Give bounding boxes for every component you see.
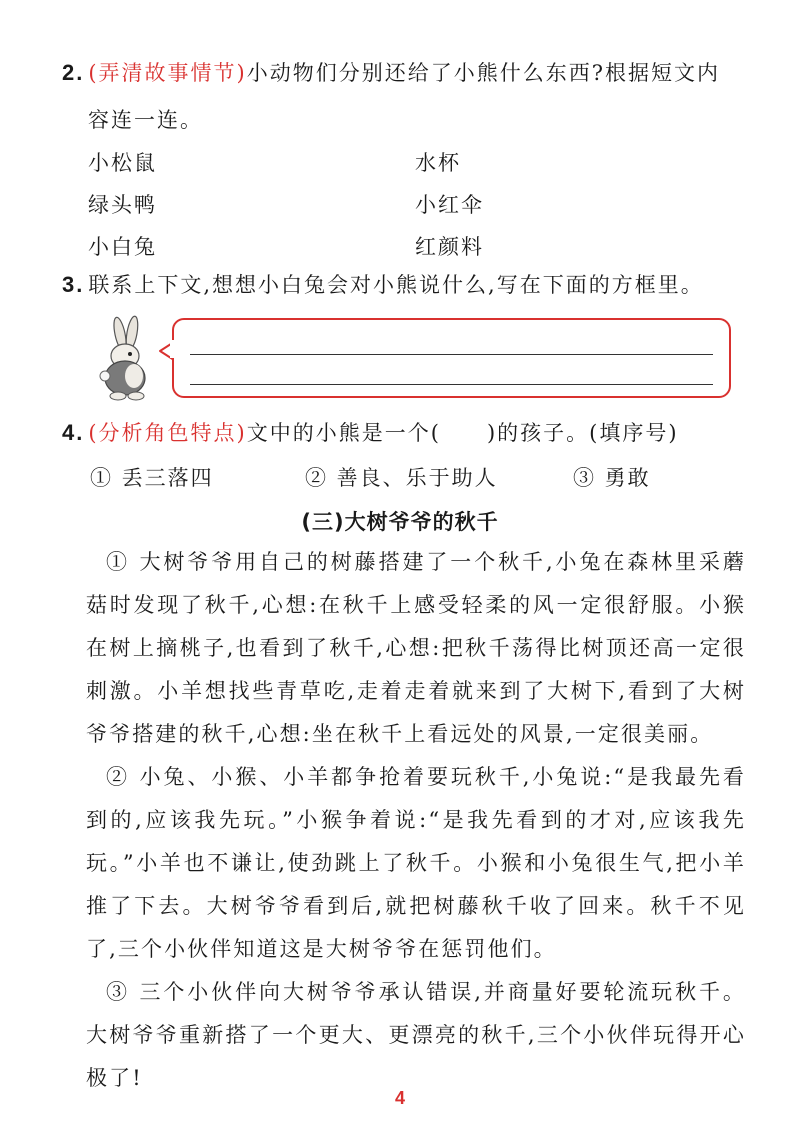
option-2[interactable]: ② 善良、乐于助人 bbox=[305, 466, 498, 490]
writing-line bbox=[190, 354, 713, 355]
pointer-joint bbox=[170, 340, 176, 358]
match-left-item[interactable]: 绿头鸭 bbox=[88, 193, 157, 217]
question-text: 小动物们分别还给了小熊什么东西?根据短文内 bbox=[246, 61, 721, 85]
question-2 bbox=[62, 58, 720, 88]
match-right-item[interactable]: 水杯 bbox=[415, 151, 461, 175]
skill-tag: (弄清故事情节) bbox=[88, 61, 247, 85]
skill-tag: (分析角色特点) bbox=[88, 421, 247, 445]
passage-paragraph-3: ③ 三个小伙伴向大树爷爷承认错误,并商量好要轮流玩秋千。大树爷爷重新搭了一个更大、更漂亮的秋千,三个小伙伴玩得开心极了! bbox=[86, 980, 746, 1090]
question-text: 联系上下文,想想小白兔会对小熊说什么,写在下面的方框里。 bbox=[88, 273, 704, 297]
passage-paragraph-2: ② 小兔、小猴、小羊都争抢着要玩秋千,小兔说:“是我最先看到的,应该我先玩。”小猴争着说:“是我先看到的才对,应该我先玩。”小羊也不谦让,使劲跳上了秋千。小猴和小兔很生气,把小羊推了下去。大树爷爷看到后,就把树藤秋千收了回来。秋千不见了,三个小伙伴知道这是大树爷爷在惩罚他们。 bbox=[86, 765, 746, 961]
question-text: 文中的小熊是一个( bbox=[246, 421, 441, 445]
question-3 bbox=[62, 270, 704, 300]
match-left-item[interactable]: 小松鼠 bbox=[88, 151, 157, 175]
passage-paragraph-1: ① 大树爷爷用自己的树藤搭建了一个秋千,小兔在森林里采蘑菇时发现了秋千,心想:在秋千上感受轻柔的风一定很舒服。小猴在树上摘桃子,也看到了秋千,心想:把秋千荡得比树顶还高一定很刺激。小羊想找些青草吃,走着走着就来到了大树下,看到了大树爷爷搭建的秋千,心想:坐在秋千上看远处的风景,一定很美丽。 bbox=[86, 550, 746, 746]
match-right-item[interactable]: 小红伞 bbox=[415, 193, 484, 217]
question-text-end: )的孩子。(填序号) bbox=[486, 421, 679, 445]
question-2-continuation: 容连一连。 bbox=[88, 108, 203, 132]
passage-title: (三)大树爷爷的秋千 bbox=[301, 510, 499, 534]
rabbit-illustration bbox=[92, 312, 164, 404]
option-3[interactable]: ③ 勇敢 bbox=[573, 466, 651, 490]
page-number: 4 bbox=[394, 1088, 405, 1108]
question-4 bbox=[62, 418, 679, 448]
option-1[interactable]: ① 丢三落四 bbox=[90, 466, 214, 490]
answer-box[interactable] bbox=[172, 318, 731, 398]
match-right-item[interactable]: 红颜料 bbox=[415, 235, 484, 259]
question-number: 3. bbox=[62, 272, 85, 297]
match-left-item[interactable]: 小白兔 bbox=[88, 235, 157, 259]
writing-line bbox=[190, 384, 713, 385]
question-number: 4. bbox=[62, 420, 85, 445]
question-number: 2. bbox=[62, 60, 85, 85]
